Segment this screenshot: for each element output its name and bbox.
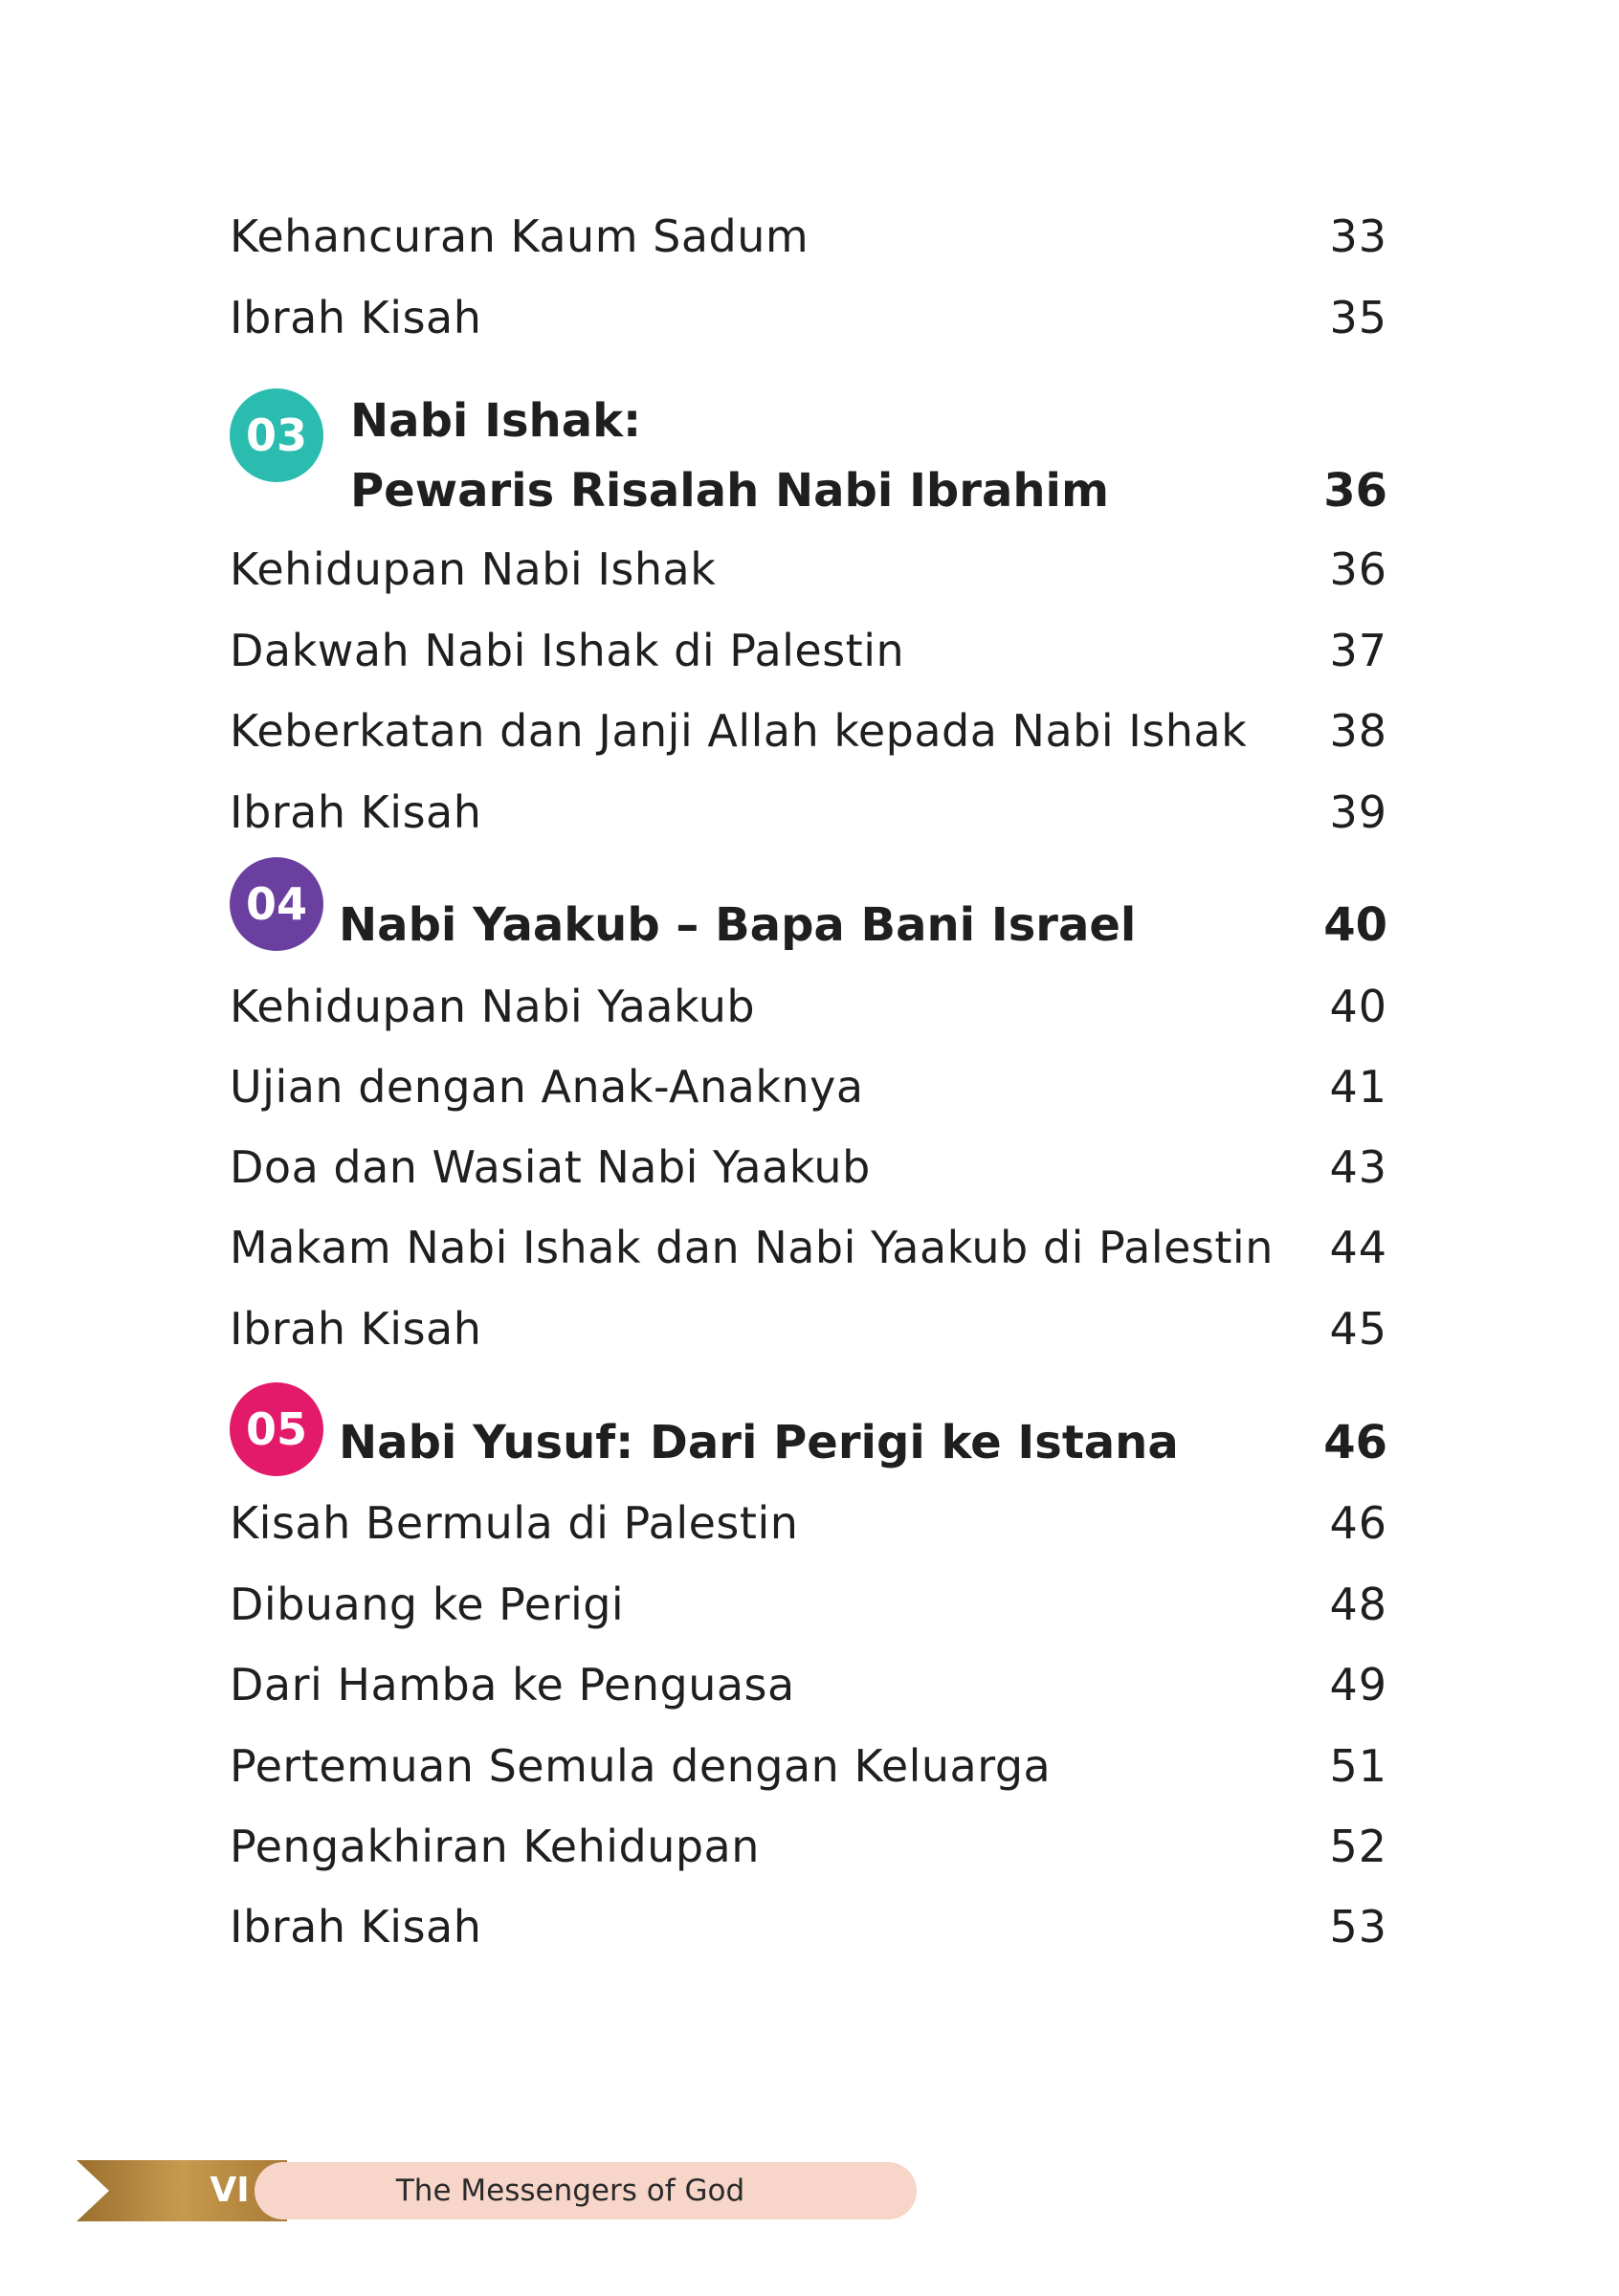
toc-entry-title: Ibrah Kisah	[230, 1303, 482, 1355]
toc-entry-title: Dari Hamba ke Penguasa	[230, 1659, 795, 1711]
chapter-title: Nabi Yusuf: Dari Perigi ke Istana	[339, 1416, 1179, 1469]
toc-entry-title: Keberkatan dan Janji Allah kepada Nabi Ishak	[230, 705, 1248, 757]
toc-entry	[230, 1490, 1387, 1556]
toc-entry-page: 45	[1329, 1303, 1387, 1355]
toc-entry	[230, 1295, 1387, 1362]
page-number: VI	[210, 2171, 250, 2210]
chapter-page: 46	[1323, 1416, 1387, 1469]
toc-entry-page: 48	[1329, 1578, 1387, 1630]
page-footer	[77, 2160, 919, 2221]
toc-entry	[230, 1733, 1387, 1799]
toc-entry-title: Ibrah Kisah	[230, 292, 482, 343]
toc-entry	[230, 617, 1387, 684]
toc-entry-title: Ibrah Kisah	[230, 786, 482, 838]
toc-entry	[230, 1571, 1387, 1638]
chapter-heading	[350, 457, 1387, 524]
toc-entry	[230, 1134, 1387, 1201]
toc-entry-title: Makam Nabi Ishak dan Nabi Yaakub di Palestin	[230, 1222, 1274, 1273]
toc-entry-page: 51	[1329, 1740, 1387, 1792]
toc-entry-page: 33	[1329, 210, 1387, 262]
chapter-heading-line1	[350, 387, 1387, 454]
toc-entry	[230, 697, 1387, 764]
toc-entry-page: 39	[1329, 786, 1387, 838]
toc-entry-page: 35	[1329, 292, 1387, 343]
toc-entry	[230, 536, 1387, 603]
toc-entry	[230, 284, 1387, 351]
toc-entry-title: Kehidupan Nabi Ishak	[230, 543, 717, 595]
toc-entry	[230, 203, 1387, 270]
toc-entry	[230, 1651, 1387, 1718]
toc-entry-page: 37	[1329, 625, 1387, 676]
toc-entry-title: Doa dan Wasiat Nabi Yaakub	[230, 1141, 871, 1193]
toc-entry	[230, 1214, 1387, 1281]
book-title: The Messengers of God	[395, 2174, 745, 2208]
toc-entry-title: Kisah Bermula di Palestin	[230, 1497, 799, 1549]
toc-entry-title: Ibrah Kisah	[230, 1901, 482, 1953]
chapter-page: 40	[1323, 898, 1387, 952]
toc-entry-title: Dibuang ke Perigi	[230, 1578, 625, 1630]
toc-entry-title: Pengakhiran Kehidupan	[230, 1821, 760, 1872]
chapter-heading	[339, 1409, 1387, 1476]
toc-entry-page: 49	[1329, 1659, 1387, 1711]
toc-entry	[230, 973, 1387, 1040]
toc-entry-page: 52	[1329, 1821, 1387, 1872]
chapter-heading	[339, 892, 1387, 959]
toc-entry	[230, 1893, 1387, 1960]
toc-entry-title: Kehidupan Nabi Yaakub	[230, 981, 756, 1032]
toc-entry-page: 53	[1329, 1901, 1387, 1953]
toc-entry-title: Kehancuran Kaum Sadum	[230, 210, 810, 262]
toc-entry-page: 46	[1329, 1497, 1387, 1549]
chapter-number-badge: 05	[230, 1382, 323, 1476]
toc-entry-page: 36	[1329, 543, 1387, 595]
toc-entry-title: Pertemuan Semula dengan Keluarga	[230, 1740, 1052, 1792]
toc-entry-title: Ujian dengan Anak-Anaknya	[230, 1061, 864, 1113]
toc-entry-page: 40	[1329, 981, 1387, 1032]
toc-entry	[230, 779, 1387, 846]
toc-entry-page: 38	[1329, 705, 1387, 757]
chapter-number-badge: 03	[230, 388, 323, 482]
toc-entry-title: Dakwah Nabi Ishak di Palestin	[230, 625, 905, 676]
chapter-title: Nabi Yaakub – Bapa Bani Israel	[339, 898, 1137, 952]
toc-entry	[230, 1813, 1387, 1880]
chapter-title: Pewaris Risalah Nabi Ibrahim	[350, 464, 1109, 518]
chapter-number-badge: 04	[230, 857, 323, 951]
toc-entry	[230, 1053, 1387, 1120]
chapter-page: 36	[1323, 464, 1387, 518]
toc-entry-page: 44	[1329, 1222, 1387, 1273]
chapter-title: Nabi Ishak:	[350, 394, 642, 448]
toc-entry-page: 43	[1329, 1141, 1387, 1193]
toc-entry-page: 41	[1329, 1061, 1387, 1113]
